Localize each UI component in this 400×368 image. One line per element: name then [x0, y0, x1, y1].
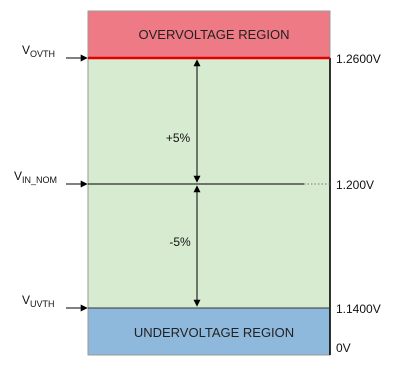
lower-span-label: -5%: [169, 235, 191, 249]
ovth-name-main: V: [22, 43, 31, 57]
uvth-value-label: 1.1400V: [336, 302, 381, 316]
nominal-name-label: [14, 169, 57, 185]
uvth-name-main: V: [22, 293, 31, 307]
uvth-name-label: [22, 293, 55, 309]
nominal-name-main: V: [14, 169, 23, 183]
nominal-value-label: 1.200V: [336, 178, 375, 192]
zero-value-label: 0V: [336, 341, 351, 355]
upper-span-label: +5%: [165, 131, 191, 145]
normal-operating-region: [88, 58, 330, 308]
ovth-name-label: [22, 43, 55, 59]
undervoltage-label: UNDERVOLTAGE REGION: [133, 325, 295, 340]
overvoltage-label: OVERVOLTAGE REGION: [138, 27, 290, 42]
nominal-name-sub: IN_NOM: [22, 175, 58, 185]
ovth-name-sub: OVTH: [30, 49, 56, 59]
ovth-value-label: 1.2600V: [336, 52, 381, 66]
uvth-name-sub: UVTH: [30, 299, 55, 309]
